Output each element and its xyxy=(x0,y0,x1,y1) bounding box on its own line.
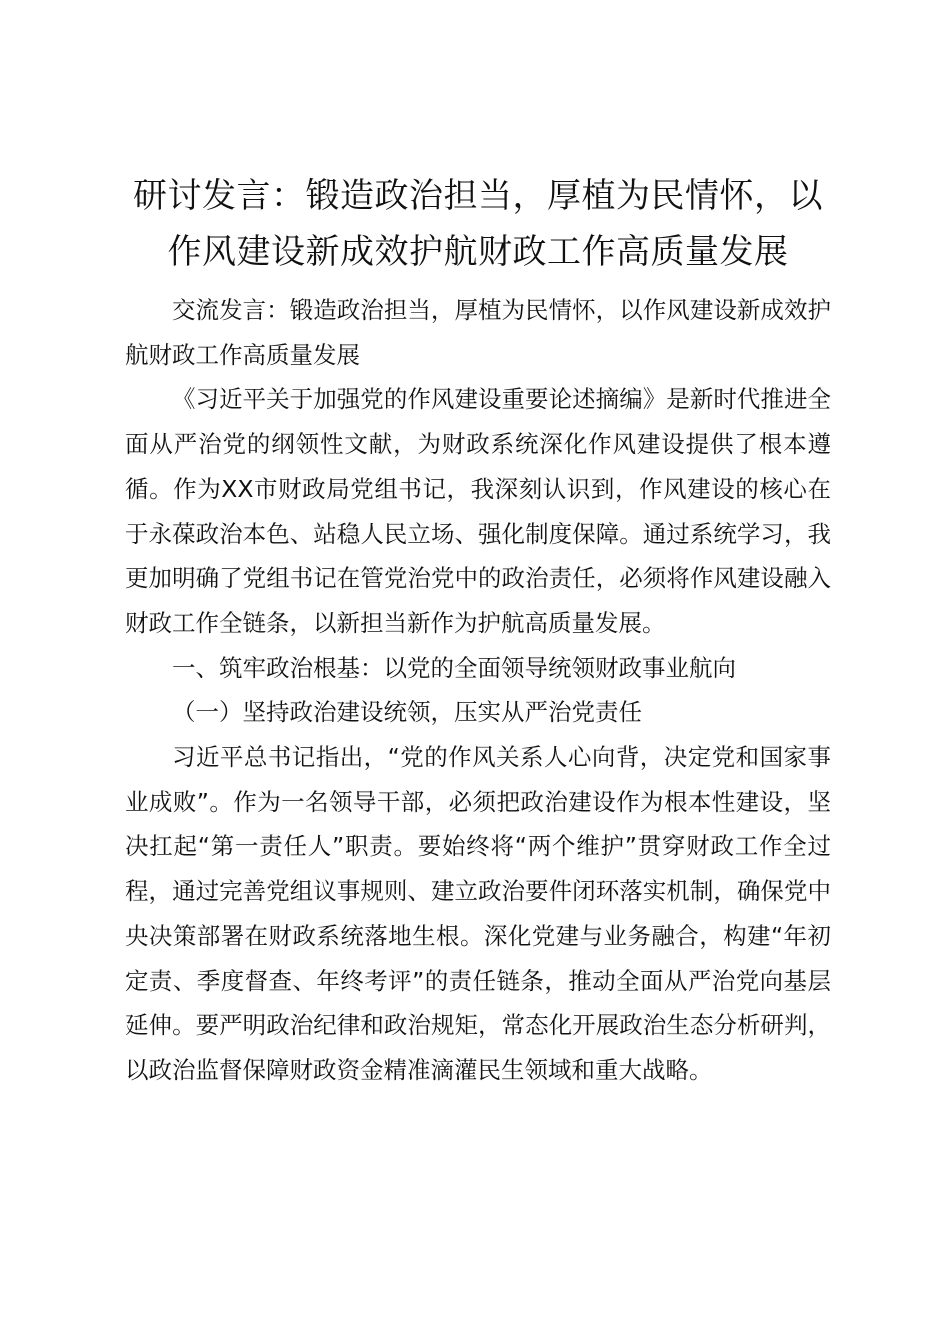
paragraph-intro: 《习近平关于加强党的作风建设重要论述摘编》是新时代推进全面从严治党的纲领性文献，为财政系统深化作风建设提供了根本遵循。作为XX市财政局党组书记，我深刻认识到，作风建设的核心在于永葆政治本色、站稳人民立场、强化制度保障。通过系统学习，我更加明确了党组书记在管党治党中的政治责任，必须将作风建设融入财政工作全链条，以新担当新作为护航高质量发展。 xyxy=(125,385,831,637)
subsection-heading-1-1: （一）坚持政治建设统领，压实从严治党责任 xyxy=(172,698,642,727)
document-page xyxy=(125,168,831,1093)
paragraph-subtitle: 交流发言：锻造政治担当，厚植为民情怀，以作风建设新成效护航财政工作高质量发展 xyxy=(125,296,831,369)
paragraph-body-1: 习近平总书记指出，“党的作风关系人心向背，决定党和国家事业成败”。作为一名领导干部，必须把政治建设作为根本性建设，坚决扛起“第一责任人”职责。要始终将“两个维护”贯穿财政工作全过程，通过完善党组议事规则、建立政治要件闭环落实机制，确保党中央决策部署在财政系统落地生根。深化党建与业务融合，构建“年初定责、季度督查、年终考评”的责任链条，推动全面从严治党向基层延伸。要严明政治纪律和政治规矩，常态化开展政治生态分析研判，以政治监督保障财政资金精准滴灌民生领域和重大战略。 xyxy=(125,743,831,1084)
section-heading-1: 一、筑牢政治根基：以党的全面领导统领财政事业航向 xyxy=(172,653,736,682)
document-title: 研讨发言：锻造政治担当，厚植为民情怀，以作风建设新成效护航财政工作高质量发展 xyxy=(133,176,823,272)
